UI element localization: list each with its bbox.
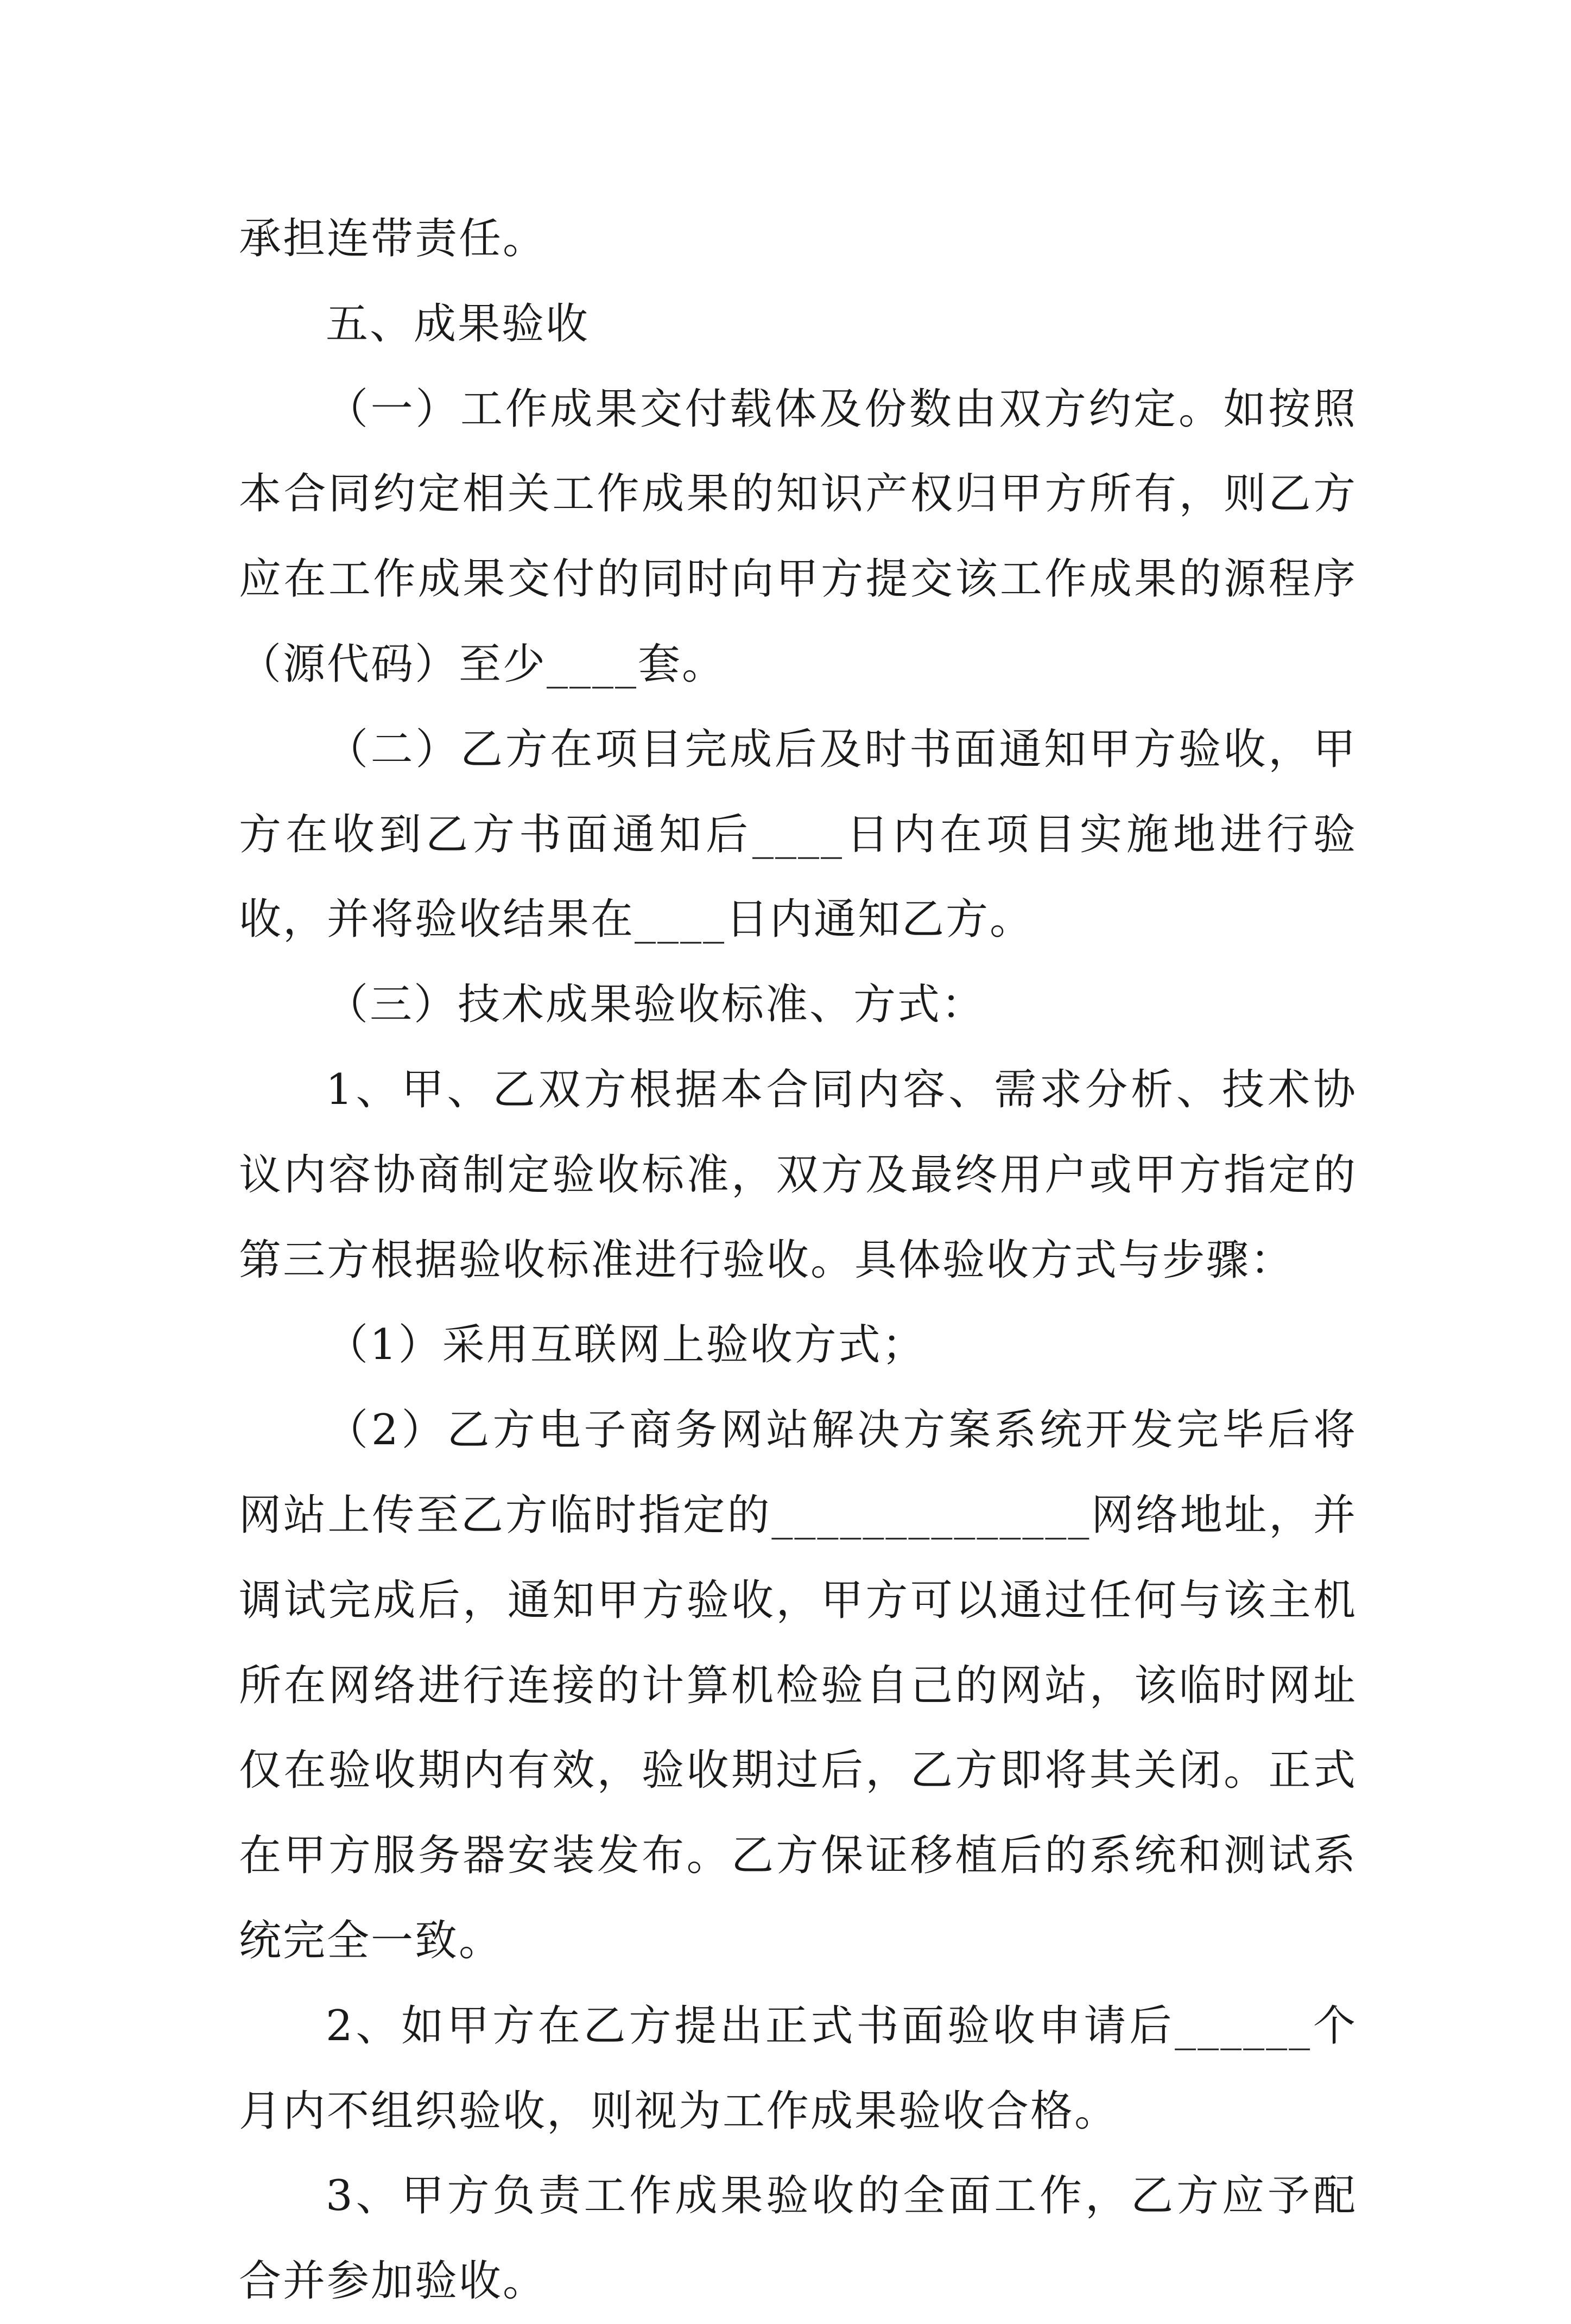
item-2-deemed-accepted: 2、如甲方在乙方提出正式书面验收申请后______个月内不组织验收，则视为工作成果验收合格。 — [239, 2001, 1357, 2136]
paragraph-continuation: 承担连带责任。 — [239, 214, 547, 263]
clause-3-standards-heading: （三）技术成果验收标准、方式： — [326, 980, 986, 1030]
clause-1-delivery: （一）工作成果交付载体及份数由双方约定。如按照本合同约定相关工作成果的知识产权归甲方所有，则乙方应在工作成果交付的同时向甲方提交该工作成果的源程序（源代码）至少____套。 — [239, 384, 1357, 689]
subitem-1-online: （1）采用互联网上验收方式； — [326, 1320, 926, 1370]
document-body — [239, 196, 1357, 2324]
item-1-standards: 1、甲、乙双方根据本合同内容、需求分析、技术协议内容协商制定验收标准，双方及最终用户或甲方指定的第三方根据验收标准进行验收。具体验收方式与步骤： — [239, 1065, 1357, 1285]
subitem-2-upload: （2）乙方电子商务网站解决方案系统开发完毕后将网站上传至乙方临时指定的______________网络地址，并调试完成后，通知甲方验收，甲方可以通过任何与该主机所在网络进行连接的计算机检验自己的网站，该临时网址仅在验收期内有效，验收期过后，乙方即将其关闭。正式在甲方服务器安装发布。乙方保证移植后的系统和测试系统完全一致。 — [239, 1406, 1357, 1965]
section-heading-acceptance: 五、成果验收 — [326, 299, 590, 348]
item-3-responsibility: 3、甲方负责工作成果验收的全面工作，乙方应予配合并参加验收。 — [239, 2171, 1357, 2306]
clause-2-notification: （二）乙方在项目完成后及时书面通知甲方验收，甲方在收到乙方书面通知后____日内在项目实施地进行验收，并将验收结果在____日内通知乙方。 — [239, 725, 1357, 944]
